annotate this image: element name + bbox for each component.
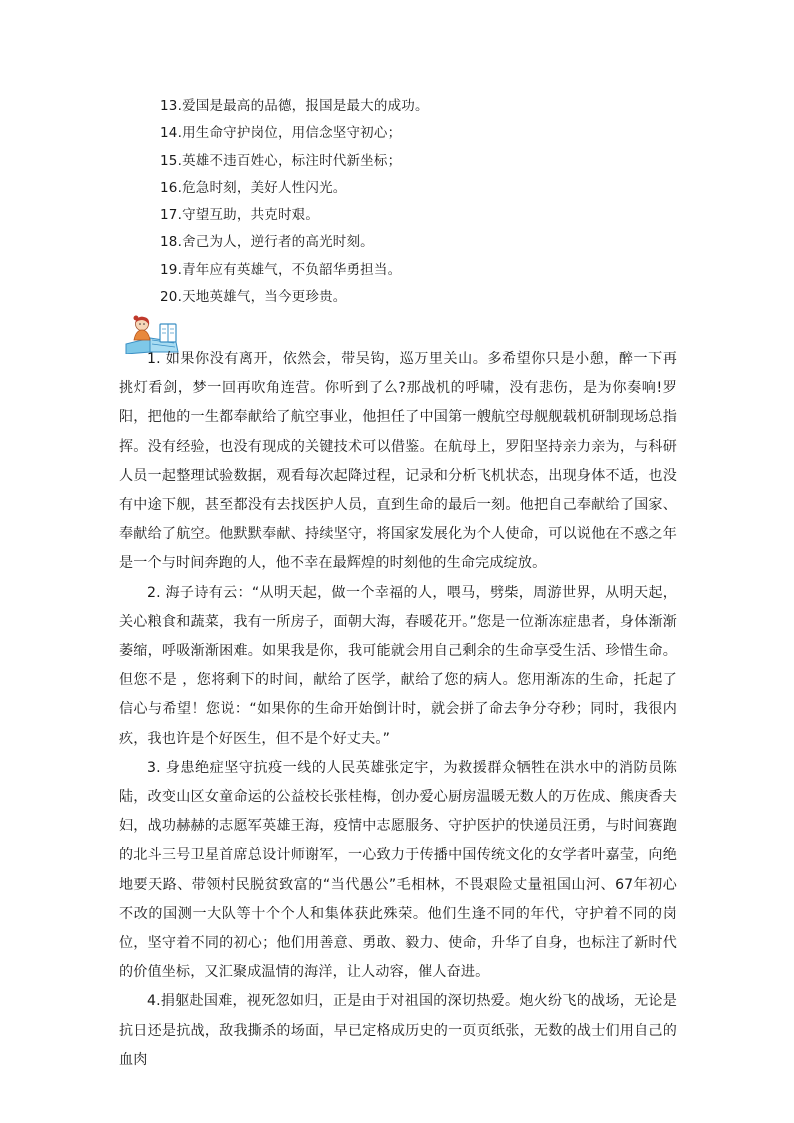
paragraph-4: 4.捐躯赴国难，视死忽如归，正是由于对祖国的深切热爱。炮火纷飞的战场，无论是抗日还是抗战，敌我撕杀的场面，早已定格成历史的一页页纸张，无数的战士们用自己的血肉 (119, 993, 677, 1068)
list-item: 15.英雄不违百姓心，标注时代新坐标； (160, 152, 402, 169)
paragraph-2: 2. 海子诗有云：“从明天起，做一个幸福的人，喂马，劈柴，周游世界，从明天起，关心粮食和蔬菜，我有一所房子，面朝大海，春暖花开。”您是一位渐冻症患者，身体渐渐萎缩，呼吸渐渐困难。如果我是你，我可能就会用自己剩余的生命享受生活、珍惜生命。但您不是 ，您将剩下的时间，献给了医学，献给了您的病人。您用渐冻的生命，托起了信心与希望！您说：“如果你的生命开始倒计时，就会拼了命去争分夺秒；同时，我很内疚，我也许是个好医生，但不是个好丈夫。” (119, 584, 677, 747)
paragraph-1: 1. 如果你没有离开，依然会，带吴钩，巡万里关山。多希望你只是小憩，醉一下再挑灯看剑，梦一回再吹角连营。你听到了么?那战机的呼啸，没有悲伤，是为你奏响!罗阳，把他的一生都奉献给了航空事业，他担任了中国第一艘航空母舰舰载机研制现场总指挥。没有经验，也没有现成的关键技术可以借鉴。在航母上，罗阳坚持亲力亲为，与科研人员一起整理试验数据，观看每次起降过程，记录和分析飞机状态，出现身体不适，也没有中途下舰，甚至都没有去找医护人员，直到生命的最后一刻。他把自己奉献给了国家、奉献给了航空。他默默奉献、持续坚守，将国家发展化为个人使命，可以说他在不惑之年是一个与时间奔跑的人，他不幸在最辉煌的时刻他的生命完成绽放。 (119, 351, 677, 572)
list-item: 19.青年应有英雄气，不负韶华勇担当。 (160, 261, 402, 278)
article-body (119, 345, 677, 1075)
paragraph-3: 3. 身患绝症坚守抗疫一线的人民英雄张定宇，为救援群众牺牲在洪水中的消防员陈陆，改变山区女童命运的公益校长张桂梅，创办爱心厨房温暖无数人的万佐成、熊庚香夫妇，战功赫赫的志愿军英雄王海，疫情中志愿服务、守护医护的快递员汪勇，与时间赛跑的北斗三号卫星首席总设计师谢军，一心致力于传播中国传统文化的女学者叶嘉莹，向绝地要天路、带领村民脱贫致富的“当代愚公”毛相林，不畏艰险丈量祖国山河、67年初心不改的国测一大队等十个个人和集体获此殊荣。他们生逢不同的年代，守护着不同的岗位，坚守着不同的初心；他们用善意、勇敢、毅力、使命，升华了自身，也标注了新时代的价值坐标，又汇聚成温情的海洋，让人动容，催人奋进。 (119, 759, 677, 981)
list-item: 14.用生命守护岗位，用信念坚守初心； (160, 125, 402, 142)
list-item: 17.守望互助，共克时艰。 (160, 207, 320, 224)
list-item: 13.爱国是最高的品德，报国是最大的成功。 (160, 98, 429, 114)
list-item: 18.舍己为人，逆行者的高光时刻。 (160, 234, 374, 251)
list-item: 20.天地英雄气，当今更珍贵。 (160, 289, 347, 306)
slogan-list (160, 93, 429, 311)
list-item: 16.危急时刻，美好人性闪光。 (160, 179, 347, 196)
